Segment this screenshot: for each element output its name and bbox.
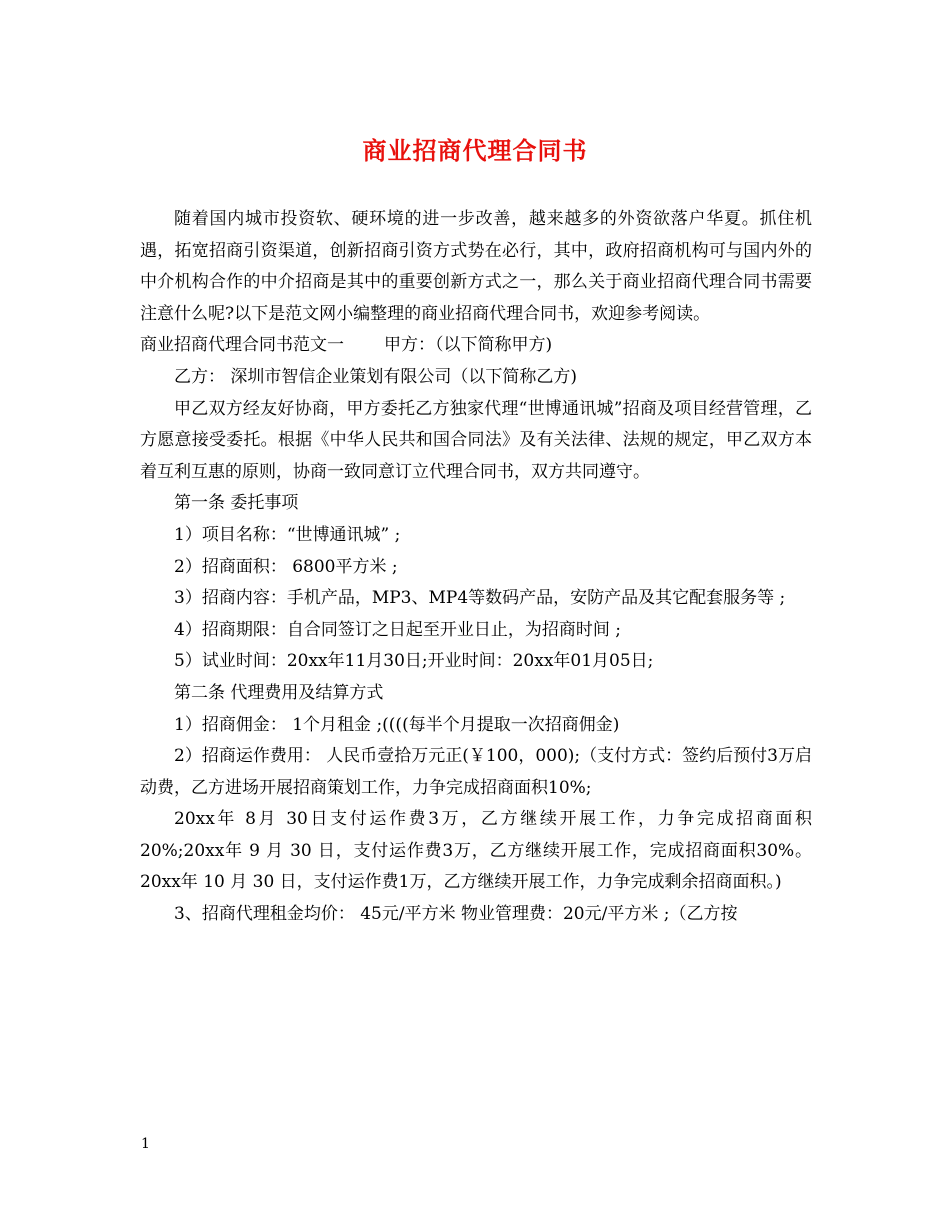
page-number: 1 bbox=[141, 1136, 150, 1152]
clause-item: 3）招商内容：手机产品，MP3、MP4等数码产品，安防产品及其它配套服务等 ; bbox=[174, 588, 786, 609]
document-body bbox=[140, 204, 812, 931]
party-b-line: 乙方： 深圳市智信企业策划有限公司（以下简称乙方) bbox=[174, 366, 578, 387]
preamble-paragraph: 甲乙双方经友好协商，甲方委托乙方独家代理“世博通讯城”招商及项目经营管理，乙方愿意接受委托。根据《中华人民共和国合同法》及有关法律、法规的规定，甲乙双方本着互利互惠的原则，协商一致同意订立代理合同书，双方共同遵守。 bbox=[140, 398, 812, 482]
clause-item: 4）招商期限：自合同签订之日起至开业日止，为招商时间 ; bbox=[174, 619, 621, 640]
clause-item: 5）试业时间：20xx年11月30日;开业时间：20xx年01月05日; bbox=[174, 651, 654, 672]
sample-heading: 商业招商代理合同书范文一 bbox=[140, 335, 344, 356]
payment-schedule-paragraph: 20xx年 8月 30日支付运作费3万，乙方继续开展工作，力争完成招商面积20%;20xx年 9 月 30 日，支付运作费3万，乙方继续开展工作，完成招商面积30%。 20xx年 10 月 30 日，支付运作费1万，乙方继续开展工作，力争完成剩余招商面积。) bbox=[140, 809, 812, 893]
clause-item: 1）招商佣金： 1个月租金 ;((((每半个月提取一次招商佣金) bbox=[174, 714, 620, 735]
sample-heading-line bbox=[140, 330, 812, 362]
intro-paragraph: 随着国内城市投资软、硬环境的进一步改善，越来越多的外资欲落户华夏。抓住机遇，拓宽招商引资渠道，创新招商引资方式势在必行，其中，政府招商机构可与国内外的中介机构合作的中介招商是其中的重要创新方式之一，那么关于商业招商代理合同书需要注意什么呢?以下是范文网小编整理的商业招商代理合同书，欢迎参考阅读。 bbox=[140, 209, 812, 324]
clause-item: 3、招商代理租金均价： 45元/平方米 物业管理费：20元/平方米 ;（乙方按 bbox=[174, 904, 738, 925]
article-2-heading: 第二条 代理费用及结算方式 bbox=[174, 682, 384, 703]
clause-item: 2）招商面积： 6800平方米 ; bbox=[174, 556, 398, 577]
party-a-line: 甲方：（以下简称甲方) bbox=[384, 335, 553, 356]
article-1-heading: 第一条 委托事项 bbox=[174, 493, 299, 514]
document-title: 商业招商代理合同书 bbox=[362, 136, 588, 165]
clause-item: 1）项目名称：“世博通讯城” ; bbox=[174, 524, 401, 545]
clause-item: 2）招商运作费用： 人民币壹拾万元正(￥100，000);（支付方式：签约后预付3万启动费，乙方进场开展招商策划工作，力争完成招商面积10%; bbox=[140, 746, 812, 798]
